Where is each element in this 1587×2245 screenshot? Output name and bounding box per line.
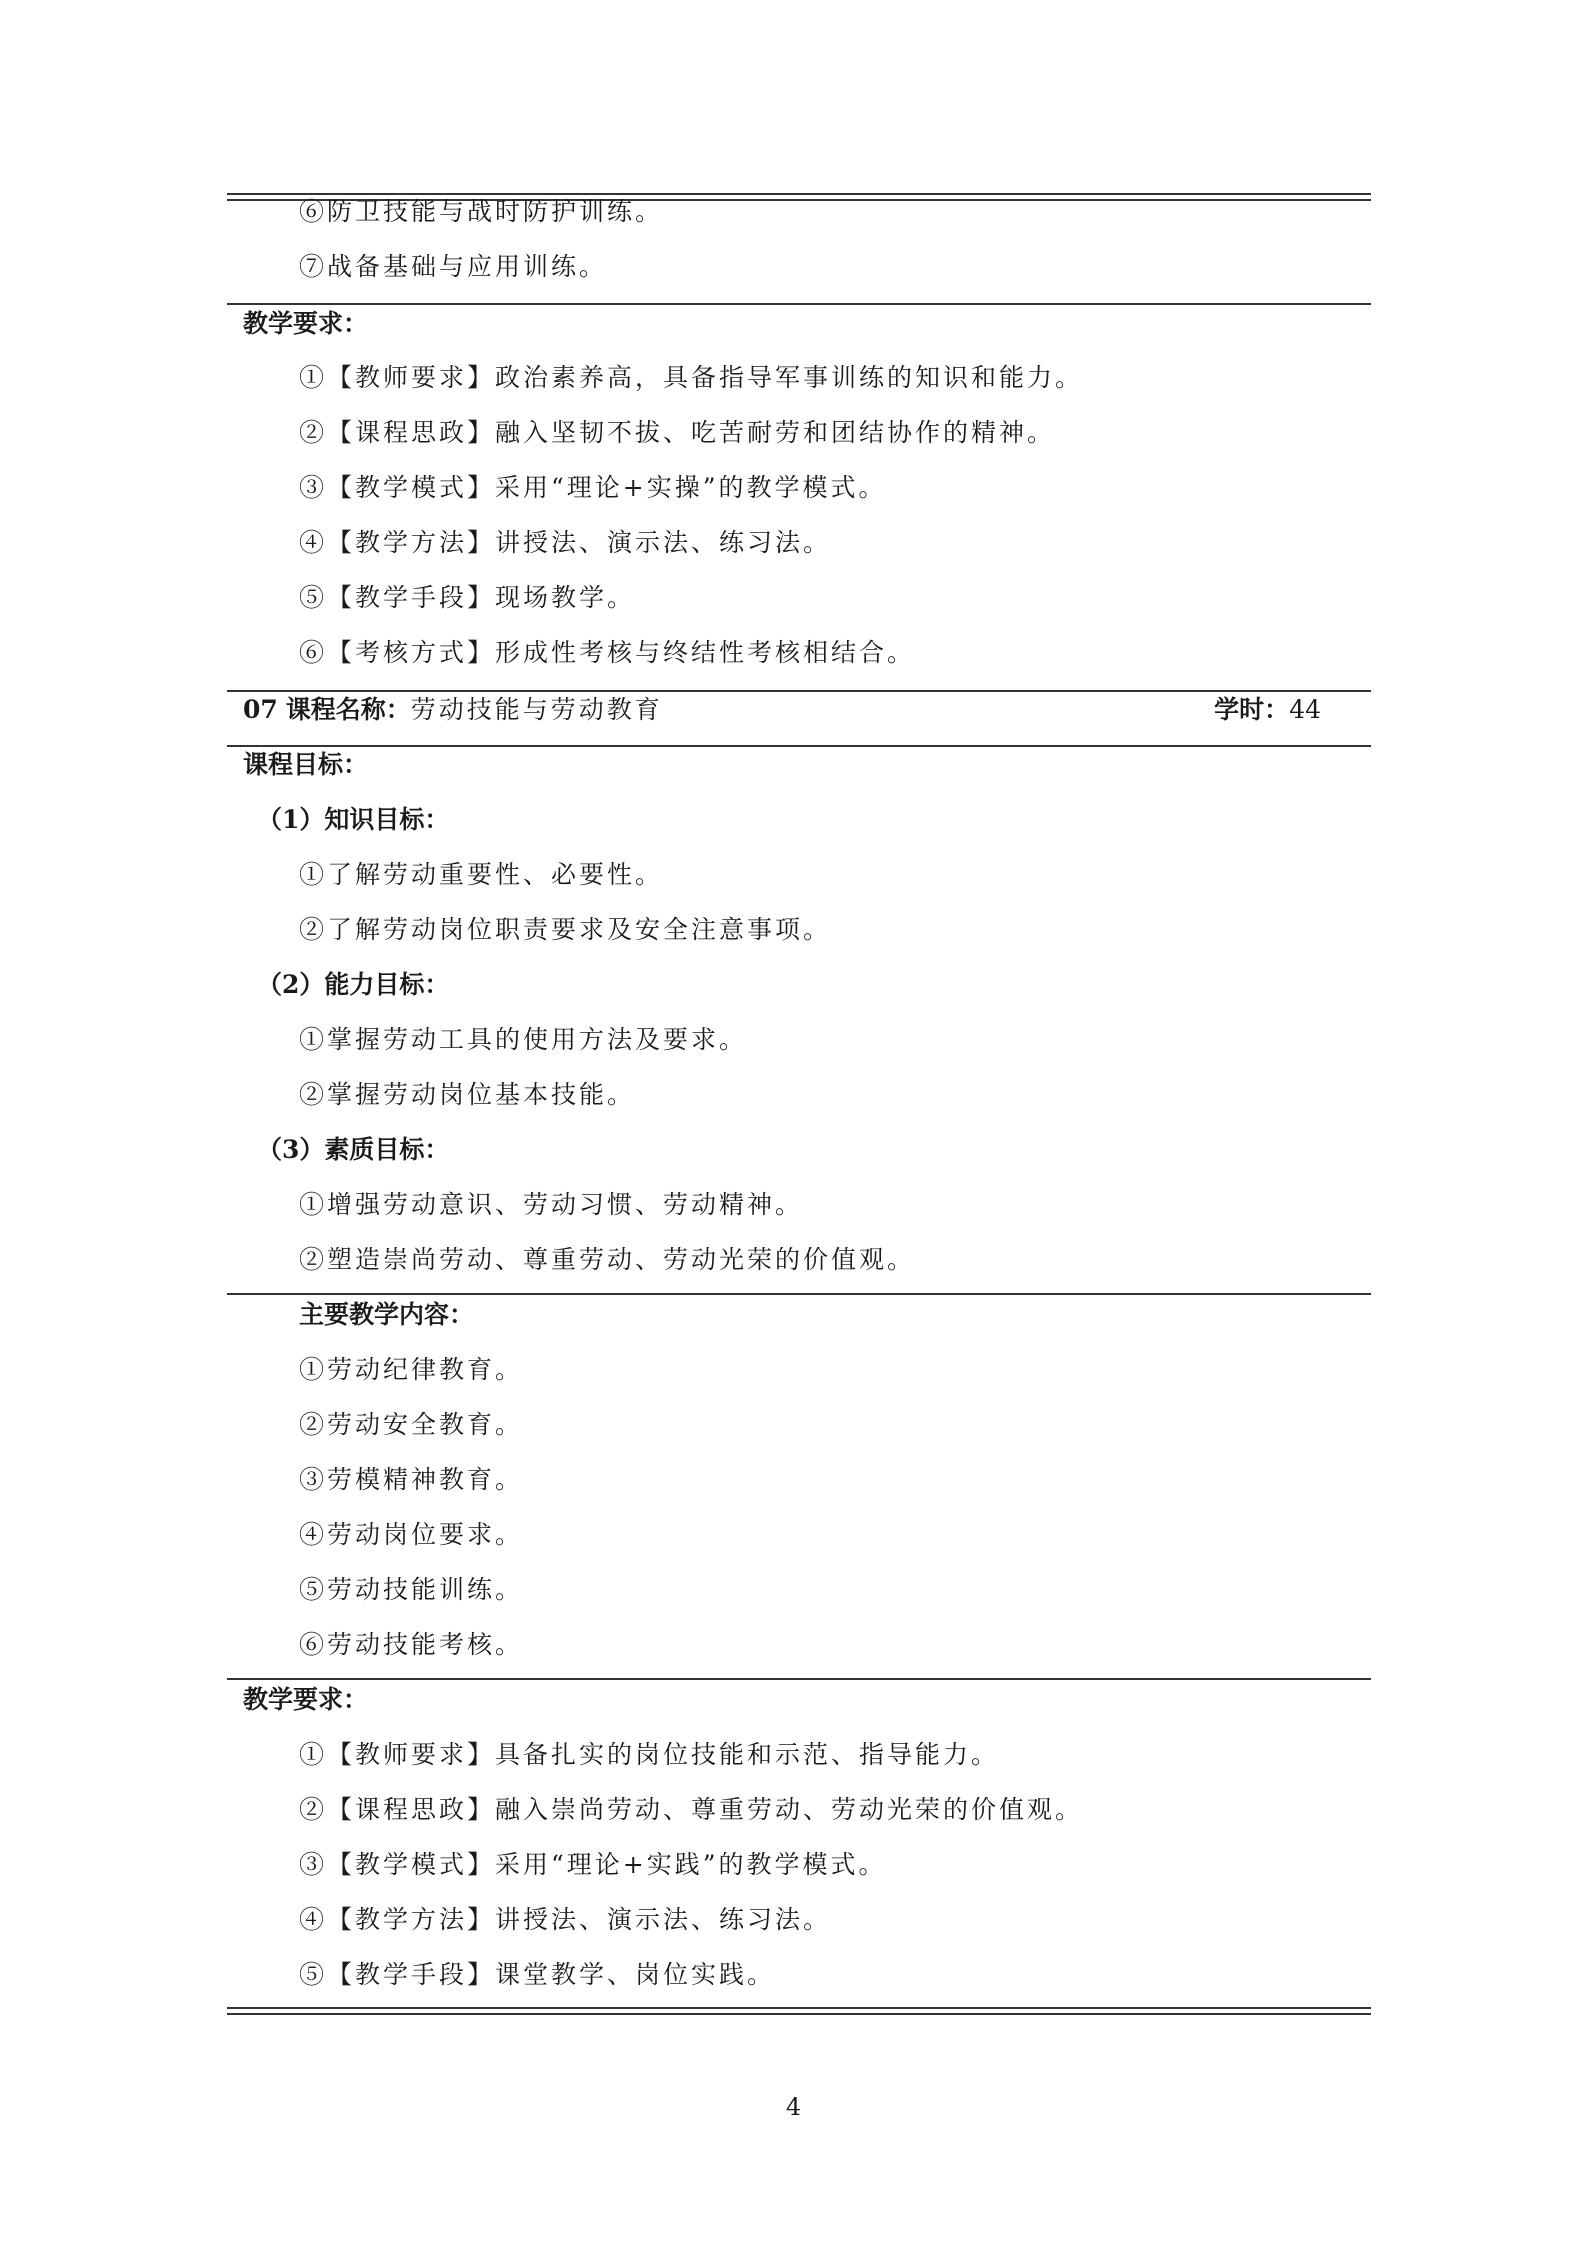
content-item: ⑥防卫技能与战时防护训练。 bbox=[299, 197, 664, 226]
knowledge-heading: （1）知识目标： bbox=[257, 805, 450, 834]
knowledge-item: ①了解劳动重要性、必要性。 bbox=[299, 860, 664, 889]
requirement-item: ①【教师要求】具备扎实的岗位技能和示范、指导能力。 bbox=[299, 1740, 1000, 1769]
requirement-item: ③【教学模式】采用“理论+实操”的教学模式。 bbox=[299, 473, 887, 502]
requirement-item: ⑤【教学手段】课堂教学、岗位实践。 bbox=[299, 1960, 776, 1989]
requirement-item: ④【教学方法】讲授法、演示法、练习法。 bbox=[299, 1905, 832, 1934]
rule-before-requirements-2 bbox=[227, 1678, 1371, 1680]
course-name-label: 课程名称： bbox=[285, 695, 411, 724]
ability-heading: （2）能力目标： bbox=[257, 970, 450, 999]
quality-item: ①增强劳动意识、劳动习惯、劳动精神。 bbox=[299, 1190, 804, 1219]
requirement-item: ⑤【教学手段】现场教学。 bbox=[299, 583, 636, 612]
requirement-item: ④【教学方法】讲授法、演示法、练习法。 bbox=[299, 528, 832, 557]
ability-item: ①掌握劳动工具的使用方法及要求。 bbox=[299, 1025, 748, 1054]
requirement-item: ②【课程思政】融入坚韧不拔、吃苦耐劳和团结协作的精神。 bbox=[299, 418, 1056, 447]
content-item: ②劳动安全教育。 bbox=[299, 1410, 524, 1439]
content-heading: 主要教学内容： bbox=[299, 1300, 475, 1329]
content-item: ⑥劳动技能考核。 bbox=[299, 1630, 524, 1659]
course-name-value: 劳动技能与劳动教育 bbox=[410, 695, 663, 724]
requirement-item: ②【课程思政】融入崇尚劳动、尊重劳动、劳动光荣的价值观。 bbox=[299, 1795, 1084, 1824]
requirements-heading: 教学要求： bbox=[243, 1685, 369, 1714]
content-item: ①劳动纪律教育。 bbox=[299, 1355, 524, 1384]
requirement-item: ③【教学模式】采用“理论+实践”的教学模式。 bbox=[299, 1850, 887, 1879]
requirements-heading: 教学要求： bbox=[243, 309, 369, 338]
page-number: 4 bbox=[785, 2093, 802, 2121]
requirement-item: ⑥【考核方式】形成性考核与终结性考核相结合。 bbox=[299, 638, 916, 667]
content-item: ④劳动岗位要求。 bbox=[299, 1520, 524, 1549]
knowledge-item: ②了解劳动岗位职责要求及安全注意事项。 bbox=[299, 915, 832, 944]
objectives-heading: 课程目标： bbox=[243, 750, 369, 779]
quality-item: ②塑造崇尚劳动、尊重劳动、劳动光荣的价值观。 bbox=[299, 1245, 916, 1274]
content-item: ⑦战备基础与应用训练。 bbox=[299, 252, 608, 281]
course-title-row bbox=[227, 692, 1371, 728]
ability-item: ②掌握劳动岗位基本技能。 bbox=[299, 1080, 636, 1109]
bottom-double-rule bbox=[227, 2007, 1371, 2015]
quality-heading: （3）素质目标： bbox=[257, 1135, 450, 1164]
content-item: ⑤劳动技能训练。 bbox=[299, 1575, 524, 1604]
rule-before-content bbox=[227, 1293, 1371, 1295]
course-name bbox=[243, 692, 663, 728]
requirement-item: ①【教师要求】政治素养高，具备指导军事训练的知识和能力。 bbox=[299, 363, 1084, 392]
rule-before-requirements bbox=[227, 303, 1371, 305]
course-number: 07 bbox=[243, 695, 278, 724]
content-item: ③劳模精神教育。 bbox=[299, 1465, 524, 1494]
course-hours bbox=[1214, 692, 1321, 728]
course-hours-value: 44 bbox=[1289, 695, 1321, 724]
course-hours-label: 学时： bbox=[1214, 695, 1290, 724]
